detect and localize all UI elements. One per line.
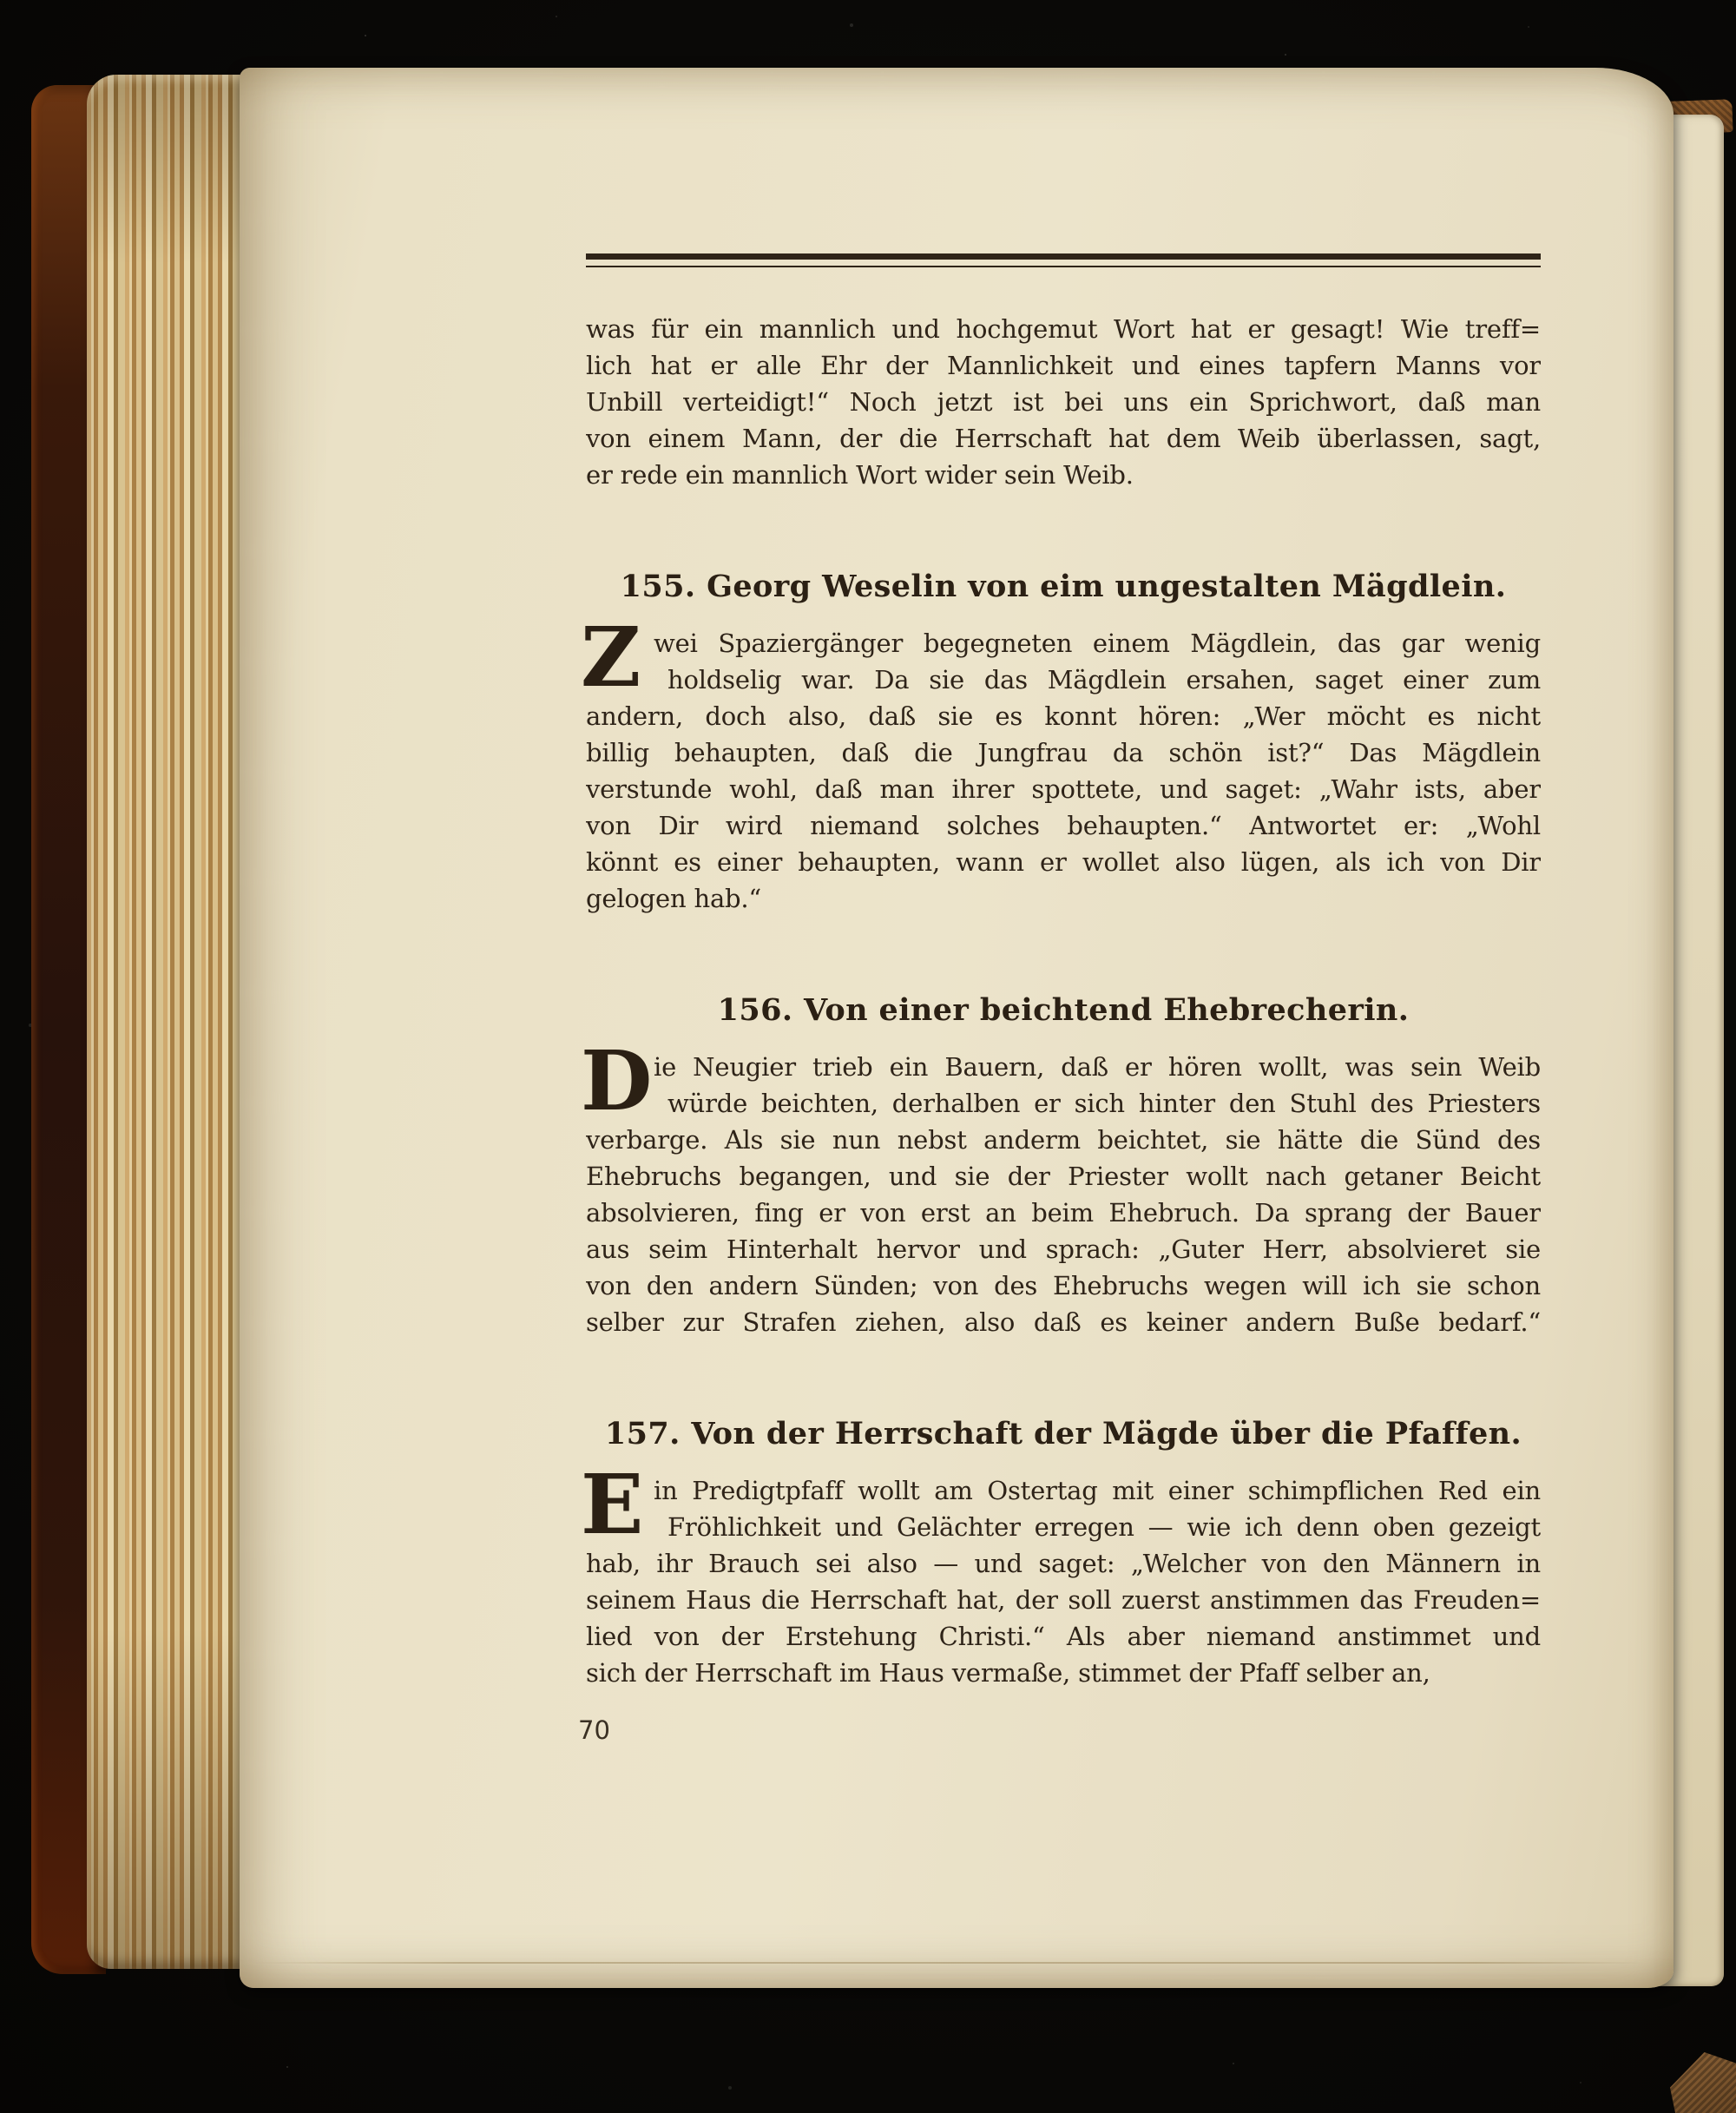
text-line: hab, ihr Brauch sei also — und saget: „Welcher von den Männern in [586, 1549, 1541, 1578]
section-157-lines [586, 1472, 1541, 1691]
text-line: lich hat er alle Ehr der Mannlichkeit und eines tapfern Manns vor [586, 351, 1541, 380]
text-line: in Predigtpfaff wollt am Ostertag mit einer schimpflichen Red ein [654, 1476, 1541, 1505]
text-line: von den andern Sünden; von des Ehebruchs wegen will ich sie schon [586, 1271, 1541, 1300]
book-page [240, 68, 1674, 1988]
text-line: aus seim Hinterhalt hervor und sprach: „Guter Herr, absolvieret sie [586, 1234, 1541, 1264]
text-line: verbarge. Als sie nun nebst anderm beichtet, sie hätte die Sünd des [586, 1125, 1541, 1155]
text-line: er rede ein mannlich Wort wider sein Weib. [586, 460, 1134, 490]
text-line: selber zur Strafen ziehen, also daß es keiner andern Buße bedarf.“ [586, 1307, 1541, 1337]
section-156 [581, 991, 1541, 1340]
page-number: 70 [578, 1715, 610, 1745]
section-157-paragraph [581, 1457, 1541, 1691]
text-line: Unbill verteidigt!“ Noch jetzt ist bei uns ein Sprichwort, daß man [586, 387, 1541, 417]
section-156-lines [586, 1049, 1541, 1340]
section-155-paragraph [581, 609, 1541, 917]
section-156-heading: 156. Von einer beichtend Ehebrecherin. [717, 992, 1410, 1028]
header-double-rule [586, 253, 1541, 267]
text-block [581, 253, 1541, 1691]
section-155-heading: 155. Georg Weselin von eim ungestalten Mägdlein. [620, 569, 1507, 604]
section-157-dropcap-initial: E [581, 1457, 644, 1553]
text-line: gelogen hab.“ [586, 884, 762, 913]
dust-specks [0, 0, 2, 2]
text-line: von Dir wird niemand solches behaupten.“ Antwortet er: „Wohl [586, 811, 1541, 840]
text-line: verstunde wohl, daß man ihrer spottete, und saget: „Wahr ists, aber [586, 774, 1541, 804]
text-line: würde beichten, derhalben er sich hinter den Stuhl des Priesters [667, 1089, 1541, 1118]
section-156-dropcap-initial: D [581, 1033, 653, 1129]
section-157-heading: 157. Von der Herrschaft der Mägde über die Pfaffen. [604, 1416, 1522, 1451]
text-line: könnt es einer behaupten, wann er wollet also lügen, als ich von Dir [586, 847, 1541, 877]
section-155-lines [586, 625, 1541, 917]
section-156-paragraph [581, 1033, 1541, 1340]
text-line: Ehebruchs begangen, und sie der Priester wollt nach getaner Beicht [586, 1162, 1541, 1191]
page-bottom-crease [252, 1962, 1644, 1964]
intro-paragraph [586, 311, 1541, 493]
text-line: billig behaupten, daß die Jungfrau da schön ist?“ Das Mägdlein [586, 738, 1541, 767]
text-line: ie Neugier trieb ein Bauern, daß er hören wollt, was sein Weib [654, 1052, 1541, 1082]
intro-lines [586, 311, 1541, 493]
text-line: was für ein mannlich und hochgemut Wort hat er gesagt! Wie treff= [586, 314, 1541, 344]
text-line: holdselig war. Da sie das Mägdlein ersahen, saget einer zum [667, 665, 1541, 694]
text-line: Fröhlichkeit und Gelächter erregen — wie ich denn oben gezeigt [667, 1512, 1541, 1542]
text-line: seinem Haus die Herrschaft hat, der soll zuerst anstimmen das Freuden= [586, 1585, 1541, 1615]
page-edges-stack [87, 75, 245, 1969]
section-155-dropcap-initial: Z [581, 609, 641, 706]
text-line: absolvieren, fing er von erst an beim Ehebruch. Da sprang der Bauer [586, 1198, 1541, 1228]
section-155 [581, 568, 1541, 917]
text-line: sich der Herrschaft im Haus vermaße, stimmet der Pfaff selber an, [586, 1658, 1430, 1688]
text-line: wei Spaziergänger begegneten einem Mägdlein, das gar wenig [654, 629, 1541, 658]
section-157 [581, 1415, 1541, 1691]
text-line: von einem Mann, der die Herrschaft hat dem Weib überlassen, sagt, [586, 424, 1541, 453]
text-line: lied von der Erstehung Christi.“ Als aber niemand anstimmet und [586, 1622, 1541, 1651]
cover-cloth-corner-bottom-right [1670, 2052, 1736, 2113]
text-line: andern, doch also, daß sie es konnt hören: „Wer möcht es nicht [586, 701, 1541, 731]
